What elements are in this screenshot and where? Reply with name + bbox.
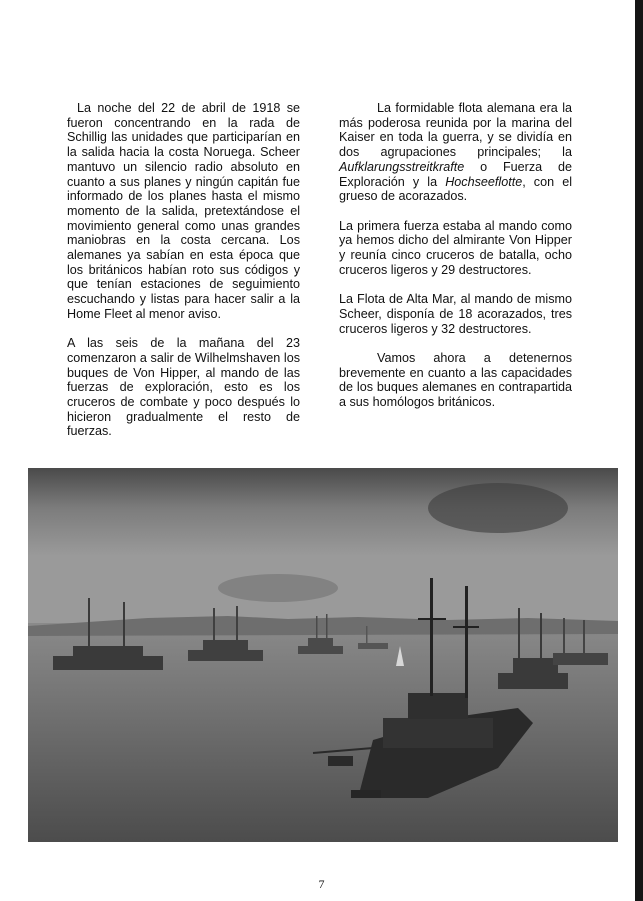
fleet-photo-illustration: [28, 468, 618, 842]
fleet-photograph: [28, 468, 618, 842]
paragraph: [339, 101, 572, 204]
page-edge: [635, 0, 643, 901]
paragraph: A las seis de la mañana del 23 comenzaron a salir de Wilhelmshaven los buques de Von Hipper, al mando de las fuerzas de exploración, esto es los cruceros de combate y poco después lo hicieron gradualmente el resto de fuerzas.: [67, 336, 300, 439]
smoke: [428, 483, 568, 533]
text-run: La formidable flota alemana era la más poderosa reunida por la marina del Kaiser en toda la guerra, y se dividía en dos agrupaciones principales; la: [339, 101, 572, 160]
paragraph: La Flota de Alta Mar, al mando de mismo Scheer, disponía de 18 acorazados, tres cruceros ligeros y 32 destructores.: [339, 292, 572, 336]
paragraph: La primera fuerza estaba al mando como ya hemos dicho del almirante Von Hipper y reunía cinco cruceros de batalla, ocho cruceros ligeros y 29 destructores.: [339, 218, 572, 277]
italic-term: Aufklarungsstreitkrafte: [339, 159, 465, 174]
paragraph: La noche del 22 de abril de 1918 se fueron concentrando en la rada de Schillig las unidades que participarían en la salida hacia la costa Noruega. Scheer mantuvo un silencio radio absoluto en cuanto a sus planes y ningún capitán fue informado de los planes hasta el mismo momento de la salida, pretextándose el movimiento general como unas grandes maniobras en la costa cercana. Los alemanes ya sabían en esta época que los británicos habían roto sus códigos y que tenían estaciones de seguimiento escuchando y listas para hacer salir a la Home Fleet al menor aviso.: [67, 101, 300, 321]
text-run: , con el grueso de acorazados.: [339, 174, 572, 204]
smoke: [218, 574, 338, 602]
text-column-left: [67, 101, 300, 454]
text-run: o Fuerza de Exploración y la: [339, 159, 572, 189]
paragraph: Vamos ahora a detenernos brevemente en cuanto a las capacidades de los buques alemanes en contrapartida a sus homólogos británicos.: [339, 350, 572, 410]
text-column-right: [339, 101, 572, 424]
page-number: 7: [318, 877, 325, 891]
italic-term: Hochseeflotte: [445, 174, 523, 189]
